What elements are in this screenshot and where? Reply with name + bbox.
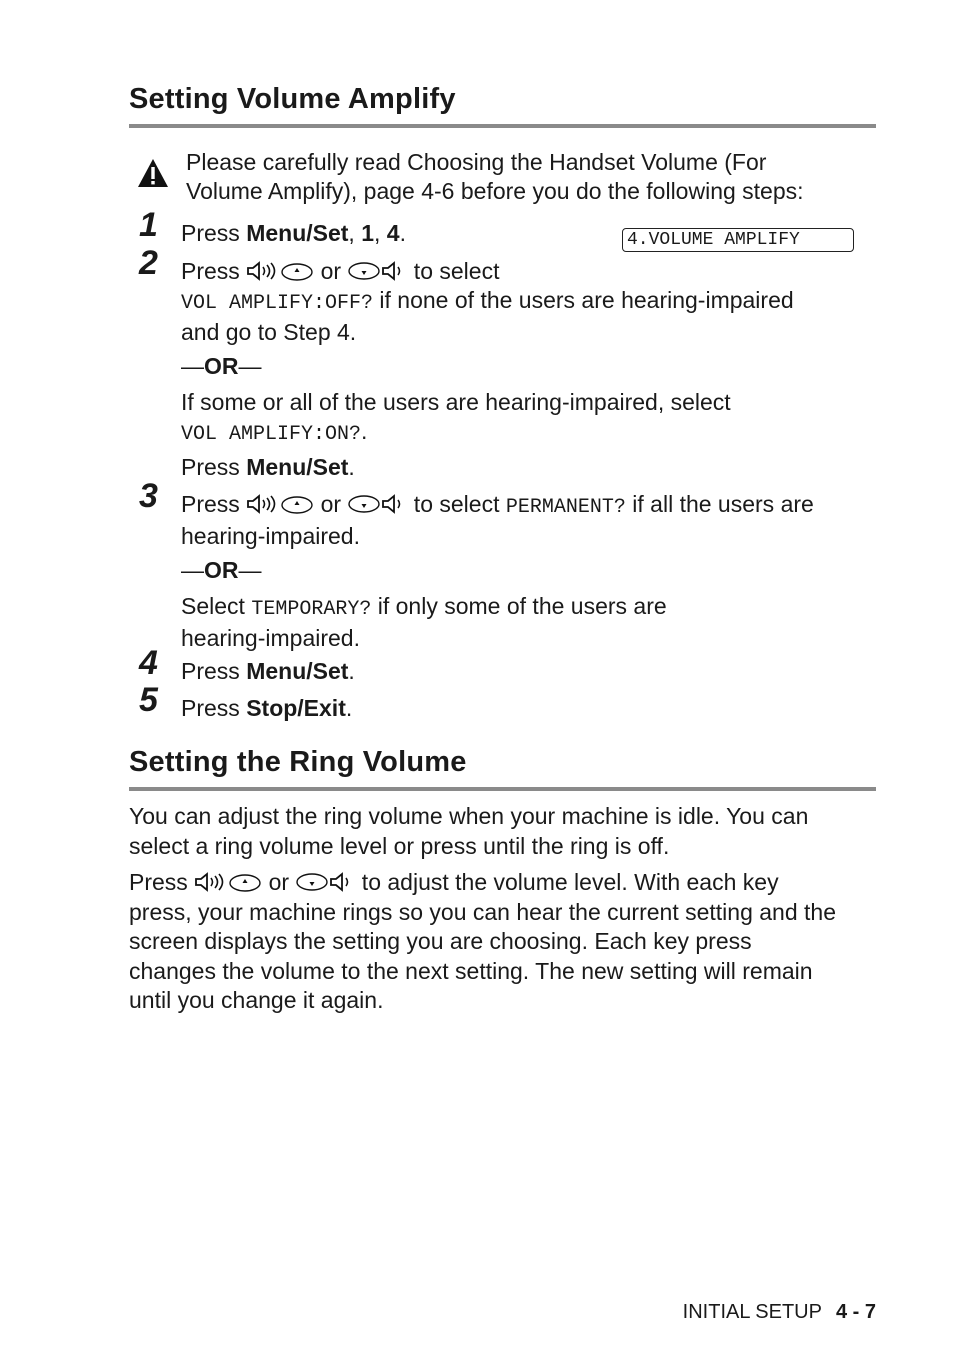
text: if only some of the users are bbox=[371, 593, 667, 619]
text: and go to Step 4. bbox=[181, 319, 357, 345]
speaker-loud-icon bbox=[246, 260, 280, 282]
ring-volume-paragraph-2 bbox=[129, 868, 876, 1016]
speaker-soft-icon bbox=[329, 871, 355, 893]
text: screen displays the setting you are choosing. Each key press bbox=[129, 928, 752, 954]
or-separator bbox=[181, 556, 876, 585]
text: hearing-impaired. bbox=[181, 625, 360, 651]
text: . bbox=[345, 695, 353, 721]
text: Press bbox=[181, 258, 247, 284]
key-label-1: 1 bbox=[361, 220, 374, 246]
section-rule bbox=[129, 124, 876, 128]
speaker-soft-icon bbox=[381, 493, 407, 515]
page-footer bbox=[683, 1301, 876, 1324]
warning-triangle-icon bbox=[137, 158, 169, 188]
text: to select bbox=[407, 491, 506, 517]
up-arrow-key-icon bbox=[280, 260, 314, 282]
section-title-ring-volume: Setting the Ring Volume bbox=[129, 746, 467, 778]
text: If some or all of the users are hearing-impaired, select bbox=[181, 389, 731, 415]
lcd-option-vol-amplify-off: VOL AMPLIFY:OFF? bbox=[181, 292, 374, 315]
step-number: 4 bbox=[139, 644, 158, 682]
step-number: 1 bbox=[139, 206, 158, 244]
text: Press bbox=[181, 491, 247, 517]
text: press, your machine rings so you can hear the current setting and the bbox=[129, 898, 837, 925]
text: . bbox=[399, 220, 406, 246]
text: Press bbox=[181, 220, 247, 246]
caution-line: Please carefully read Choosing the Handset Volume (For bbox=[186, 149, 767, 175]
text: Select bbox=[181, 593, 252, 619]
text: or bbox=[314, 491, 348, 517]
key-label-menu-set: Menu/Set bbox=[246, 454, 349, 480]
text: — bbox=[238, 353, 262, 379]
key-label-menu-set: Menu/Set bbox=[246, 220, 349, 246]
lcd-option-vol-amplify-on: VOL AMPLIFY:ON? bbox=[181, 423, 362, 446]
step-text bbox=[181, 694, 876, 723]
text: hearing-impaired. bbox=[181, 523, 360, 549]
page-number: 4 - 7 bbox=[835, 1301, 876, 1323]
text: select a ring volume level or press until the ring is off. bbox=[129, 832, 670, 859]
text: or bbox=[262, 869, 296, 895]
lcd-display: 4.VOLUME AMPLIFY bbox=[622, 228, 854, 252]
text: changes the volume to the next setting. The new setting will remain bbox=[129, 957, 813, 984]
lcd-option-permanent: PERMANENT? bbox=[505, 496, 626, 519]
text: , bbox=[348, 220, 362, 246]
speaker-loud-icon bbox=[246, 493, 280, 515]
caution-line: Volume Amplify), page 4-6 before you do the following steps: bbox=[186, 178, 804, 204]
text: — bbox=[181, 353, 204, 379]
step-text bbox=[181, 657, 876, 686]
text: until you change it again. bbox=[129, 987, 384, 1013]
step-2-press-menu bbox=[181, 453, 876, 482]
or-separator bbox=[181, 352, 876, 381]
text: . bbox=[348, 658, 355, 684]
text: , bbox=[374, 220, 387, 246]
step-text bbox=[181, 490, 876, 551]
section-title-volume-amplify: Setting Volume Amplify bbox=[129, 83, 456, 115]
key-label-stop-exit: Stop/Exit bbox=[246, 695, 346, 721]
step-text bbox=[181, 219, 876, 248]
or-label: OR bbox=[204, 353, 239, 379]
text: — bbox=[238, 557, 262, 583]
up-arrow-key-icon bbox=[228, 871, 262, 893]
step-number: 2 bbox=[139, 244, 158, 282]
key-label-menu-set: Menu/Set bbox=[246, 658, 349, 684]
text: Press bbox=[181, 454, 247, 480]
up-arrow-key-icon bbox=[280, 493, 314, 515]
text: to select bbox=[407, 258, 500, 284]
lcd-option-temporary: TEMPORARY? bbox=[251, 598, 372, 621]
ring-volume-paragraph-1 bbox=[129, 802, 876, 861]
down-arrow-key-icon bbox=[295, 871, 329, 893]
step-2-alternative bbox=[181, 388, 876, 449]
step-number: 3 bbox=[139, 477, 158, 515]
text: You can adjust the ring volume when your machine is idle. You can bbox=[129, 803, 809, 829]
text: to adjust the volume level. With each key bbox=[355, 869, 779, 895]
text: . bbox=[361, 418, 368, 444]
speaker-soft-icon bbox=[381, 260, 407, 282]
caution-text bbox=[186, 148, 876, 206]
text: Press bbox=[181, 658, 247, 684]
text: Press bbox=[181, 695, 247, 721]
text: if none of the users are hearing-impaired bbox=[373, 287, 794, 313]
text: if all the users are bbox=[625, 491, 814, 517]
text: or bbox=[314, 258, 348, 284]
or-label: OR bbox=[204, 557, 239, 583]
key-label-4: 4 bbox=[386, 220, 400, 246]
step-number: 5 bbox=[139, 681, 158, 719]
step-text bbox=[181, 257, 876, 347]
footer-section-name: INITIAL SETUP bbox=[682, 1301, 822, 1323]
text: Press bbox=[129, 869, 195, 895]
text: . bbox=[348, 454, 355, 480]
down-arrow-key-icon bbox=[347, 260, 381, 282]
speaker-loud-icon bbox=[194, 871, 228, 893]
text: — bbox=[181, 557, 204, 583]
down-arrow-key-icon bbox=[347, 493, 381, 515]
section-rule bbox=[129, 787, 876, 791]
step-3-alternative bbox=[181, 592, 876, 653]
